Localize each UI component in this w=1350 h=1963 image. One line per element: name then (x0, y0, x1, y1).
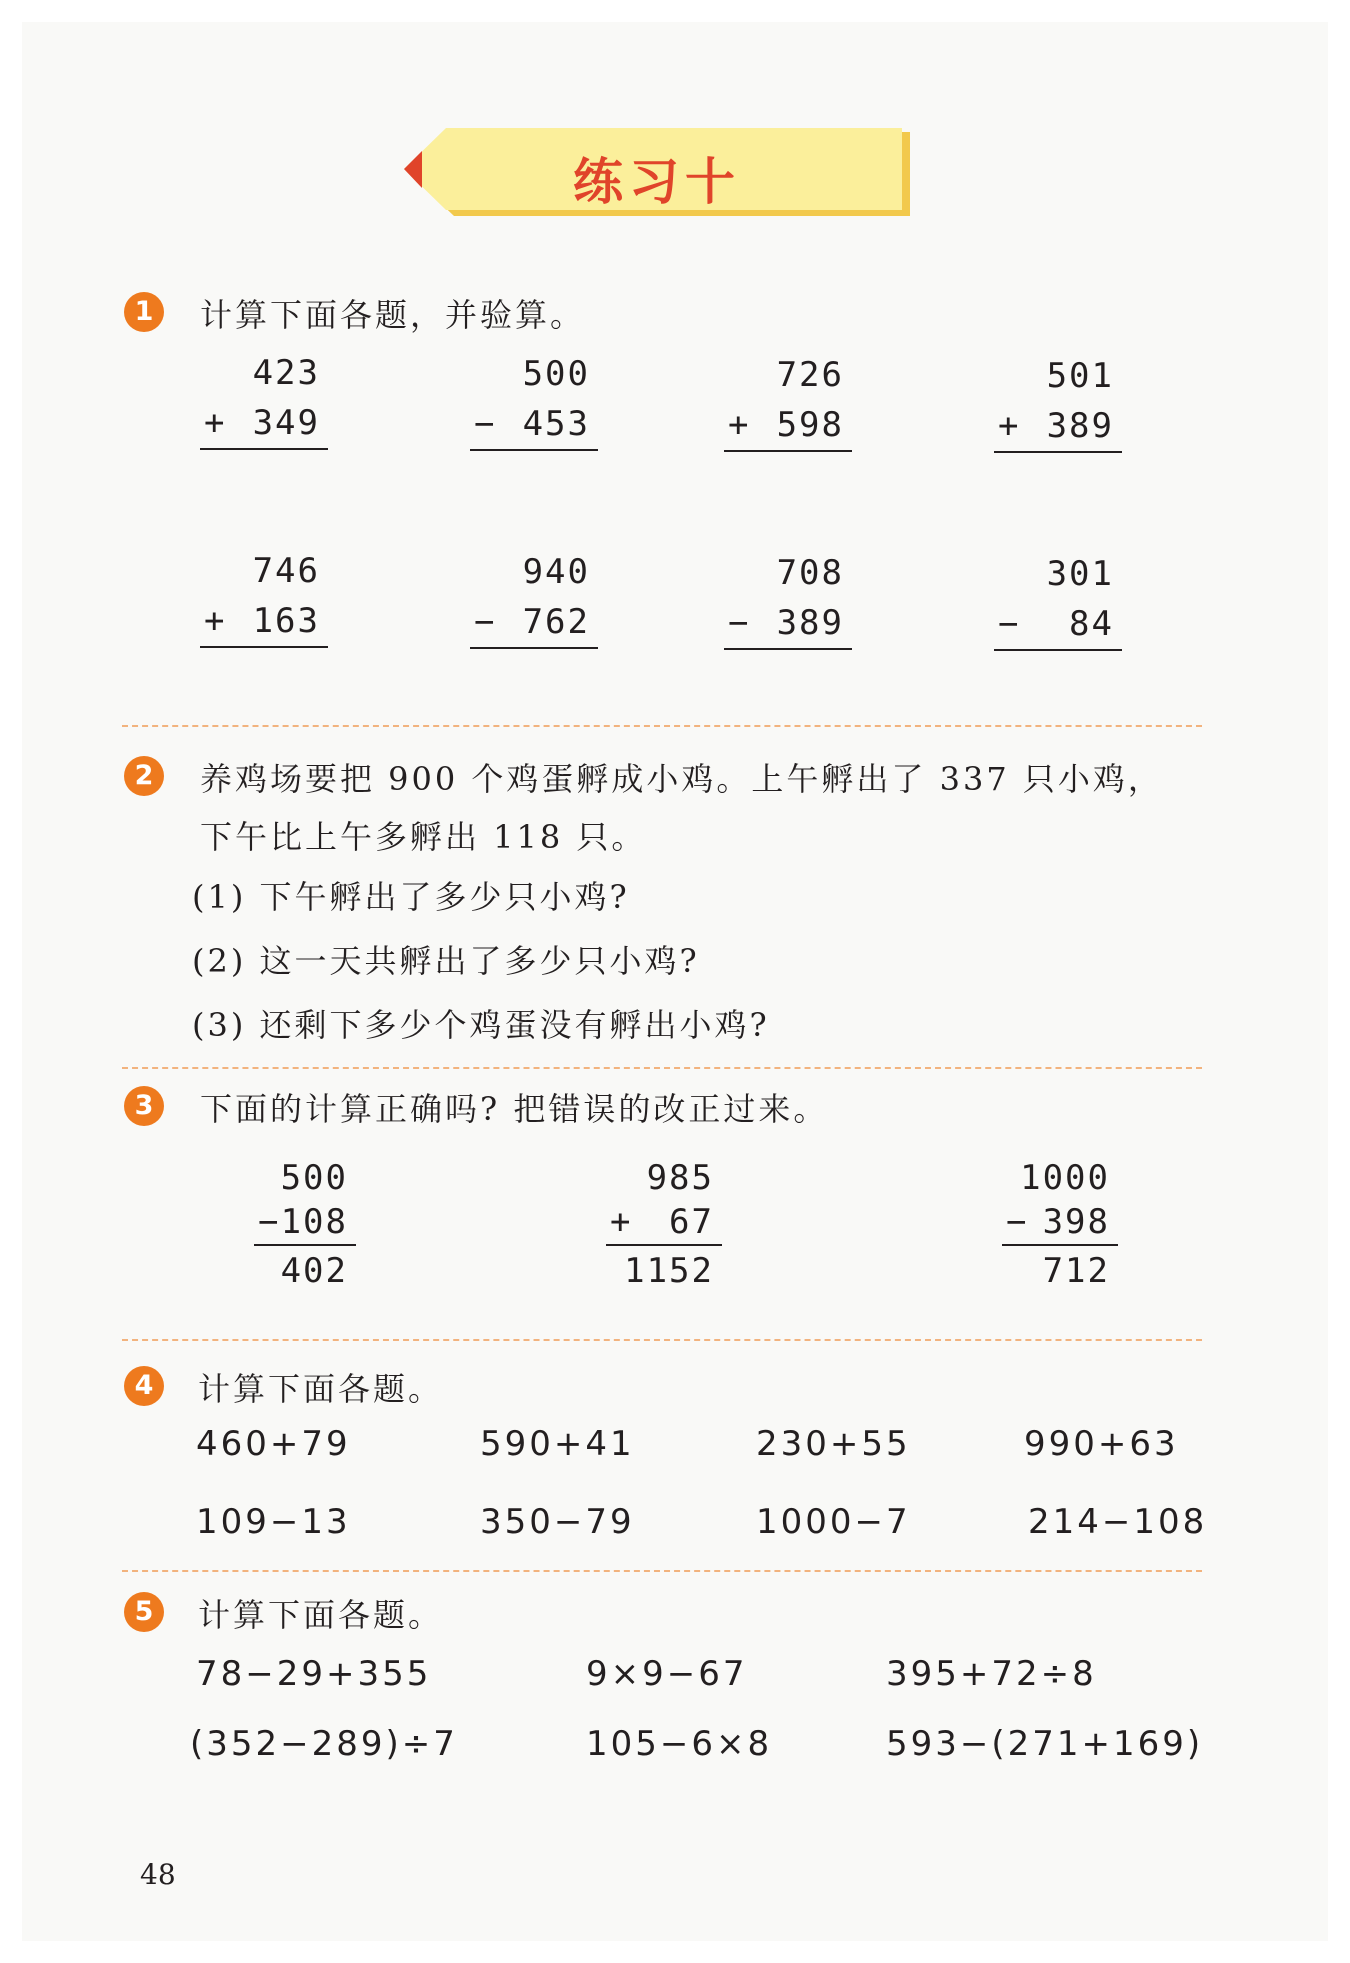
expression: 78−29+355 (196, 1654, 432, 1694)
question-3-text: 下面的计算正确吗? 把错误的改正过来。 (200, 1090, 829, 1128)
expression: 990+63 (1024, 1424, 1179, 1464)
operand-bottom: 108 (280, 1202, 348, 1242)
question-2-sub-1: (1) 下午孵出了多少只小鸡? (192, 878, 630, 916)
expression: 230+55 (756, 1424, 911, 1464)
operand-bottom: 163 (252, 601, 320, 641)
operator: − (474, 602, 497, 642)
operator: + (728, 405, 751, 445)
vertical-calc-6 (470, 547, 598, 649)
operand-bottom: 398 (1042, 1202, 1110, 1242)
result: 712 (1042, 1251, 1110, 1291)
operand-top: 500 (522, 354, 590, 394)
operand-top: 500 (280, 1158, 348, 1198)
operator: − (258, 1202, 281, 1242)
operator: − (728, 603, 751, 643)
result: 402 (280, 1251, 348, 1291)
question-5-text: 计算下面各题。 (198, 1596, 444, 1634)
operand-top: 746 (252, 551, 320, 591)
result: 1152 (624, 1251, 714, 1291)
operand-bottom: 453 (522, 404, 590, 444)
operand-bottom: 762 (522, 602, 590, 642)
expression: 109−13 (196, 1502, 351, 1542)
operand-bottom: 67 (669, 1202, 714, 1242)
expression: 593−(271+169) (886, 1724, 1204, 1764)
operand-top: 708 (776, 553, 844, 593)
vertical-calc-8 (994, 549, 1122, 651)
question-3-badge: 3 (124, 1086, 164, 1126)
operand-top: 726 (776, 355, 844, 395)
operand-top: 1000 (1020, 1158, 1110, 1198)
section-divider (122, 1067, 1202, 1069)
operand-top: 423 (252, 353, 320, 393)
check-calc-3 (1002, 1156, 1118, 1296)
operand-bottom: 389 (776, 603, 844, 643)
question-2-badge: 2 (124, 756, 164, 796)
operator: − (474, 404, 497, 444)
question-2-sub-3: (3) 还剩下多少个鸡蛋没有孵出小鸡? (192, 1006, 770, 1044)
page-number: 48 (140, 1858, 176, 1891)
operand-bottom: 389 (1046, 406, 1114, 446)
vertical-calc-5 (200, 546, 328, 648)
expression: (352−289)÷7 (190, 1724, 458, 1764)
expression: 9×9−67 (586, 1654, 748, 1694)
question-2-sub-2: (2) 这一天共孵出了多少只小鸡? (192, 942, 700, 980)
operand-top: 940 (522, 552, 590, 592)
section-divider (122, 725, 1202, 727)
expression: 1000−7 (756, 1502, 911, 1542)
operand-top: 301 (1046, 554, 1114, 594)
operator: + (204, 403, 227, 443)
operand-bottom: 349 (252, 403, 320, 443)
question-1-text: 计算下面各题，并验算。 (200, 296, 586, 334)
operand-bottom: 84 (1069, 604, 1114, 644)
operator: − (1006, 1202, 1029, 1242)
section-divider (122, 1339, 1202, 1341)
vertical-calc-7 (724, 548, 852, 650)
check-calc-1 (254, 1156, 356, 1296)
exercise-title: 练习十 (573, 152, 741, 211)
expression: 105−6×8 (586, 1724, 773, 1764)
vertical-calc-4 (994, 351, 1122, 453)
question-1-badge: 1 (124, 292, 164, 332)
operand-bottom: 598 (776, 405, 844, 445)
expression: 590+41 (480, 1424, 635, 1464)
operand-top: 501 (1046, 356, 1114, 396)
expression: 350−79 (480, 1502, 635, 1542)
expression: 460+79 (196, 1424, 351, 1464)
expression: 395+72÷8 (886, 1654, 1097, 1694)
question-2-line-1: 养鸡场要把 900 个鸡蛋孵成小鸡。上午孵出了 337 只小鸡， (200, 760, 1163, 798)
operator: + (610, 1202, 633, 1242)
operator: − (998, 604, 1021, 644)
operand-top: 985 (646, 1158, 714, 1198)
question-5-badge: 5 (124, 1592, 164, 1632)
question-4-text: 计算下面各题。 (198, 1370, 444, 1408)
question-4-badge: 4 (124, 1366, 164, 1406)
operator: + (204, 601, 227, 641)
vertical-calc-2 (470, 349, 598, 451)
question-2-line-2: 下午比上午多孵出 118 只。 (200, 818, 647, 856)
section-divider (122, 1570, 1202, 1572)
check-calc-2 (606, 1156, 722, 1296)
expression: 214−108 (1028, 1502, 1208, 1542)
operator: + (998, 406, 1021, 446)
title-banner (402, 126, 912, 218)
vertical-calc-3 (724, 350, 852, 452)
vertical-calc-1 (200, 348, 328, 450)
